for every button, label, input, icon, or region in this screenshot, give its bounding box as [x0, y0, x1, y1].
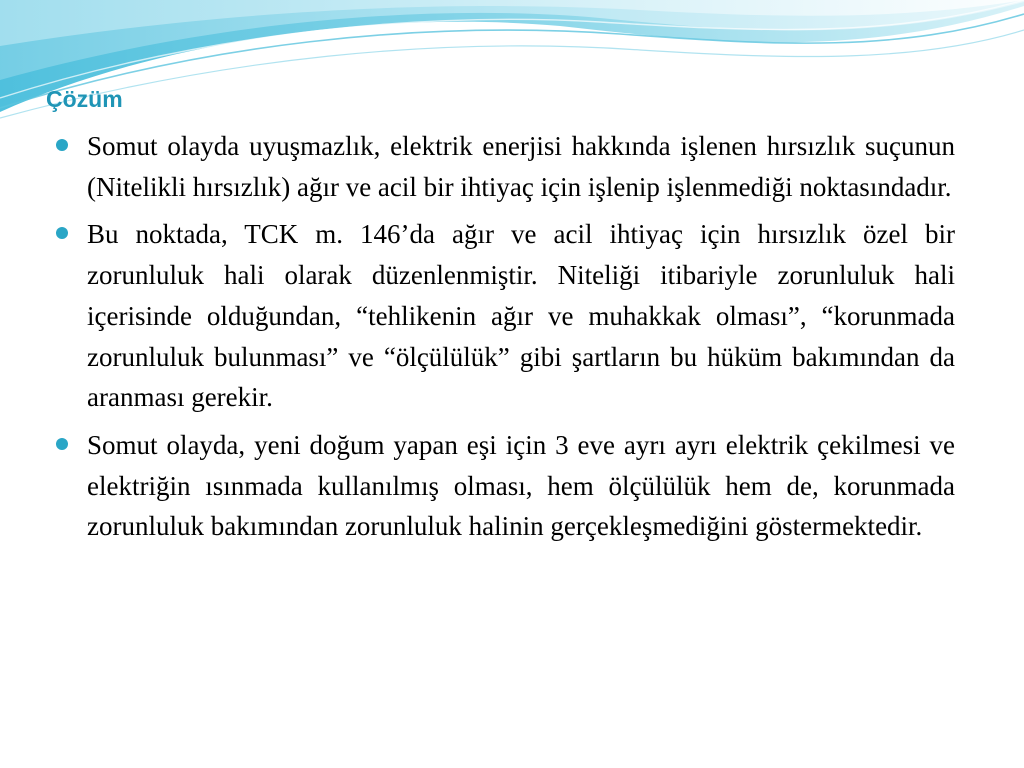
bullet-dot-icon	[56, 227, 68, 239]
bullet-item-3	[56, 425, 955, 547]
bullet-text: Somut olayda uyuşmazlık, elektrik enerjisi hakkında işlenen hırsızlık suçunun (Nitelikli hırsızlık) ağır ve acil bir ihtiyaç için işlenip işlenmediği noktasındadır.	[87, 131, 955, 202]
bullet-item-2	[56, 214, 955, 418]
bullet-item-1	[56, 126, 955, 207]
slide-title: Çözüm	[46, 86, 123, 112]
header-wave-decoration	[0, 0, 1024, 130]
bullet-dot-icon	[56, 139, 68, 151]
bullet-list	[56, 126, 955, 554]
bullet-text: Bu noktada, TCK m. 146’da ağır ve acil ihtiyaç için hırsızlık özel bir zorunluluk hali olarak düzenlenmiştir. Niteliği itibariyle zorunluluk hali içerisinde olduğundan, “tehlikenin ağır ve muhakkak olması”, “korunmada zorunluluk bulunması” ve “ölçülülük” gibi şartların bu hüküm bakımından da aranması gerekir.	[87, 219, 955, 413]
bullet-dot-icon	[56, 438, 68, 450]
bullet-text: Somut olayda, yeni doğum yapan eşi için 3 eve ayrı ayrı elektrik çekilmesi ve elektriğin ısınmada kullanılmış olması, hem ölçülülük hem de, korunmada zorunluluk bakımından zorunluluk halinin gerçekleşmediğini göstermektedir.	[87, 429, 955, 542]
